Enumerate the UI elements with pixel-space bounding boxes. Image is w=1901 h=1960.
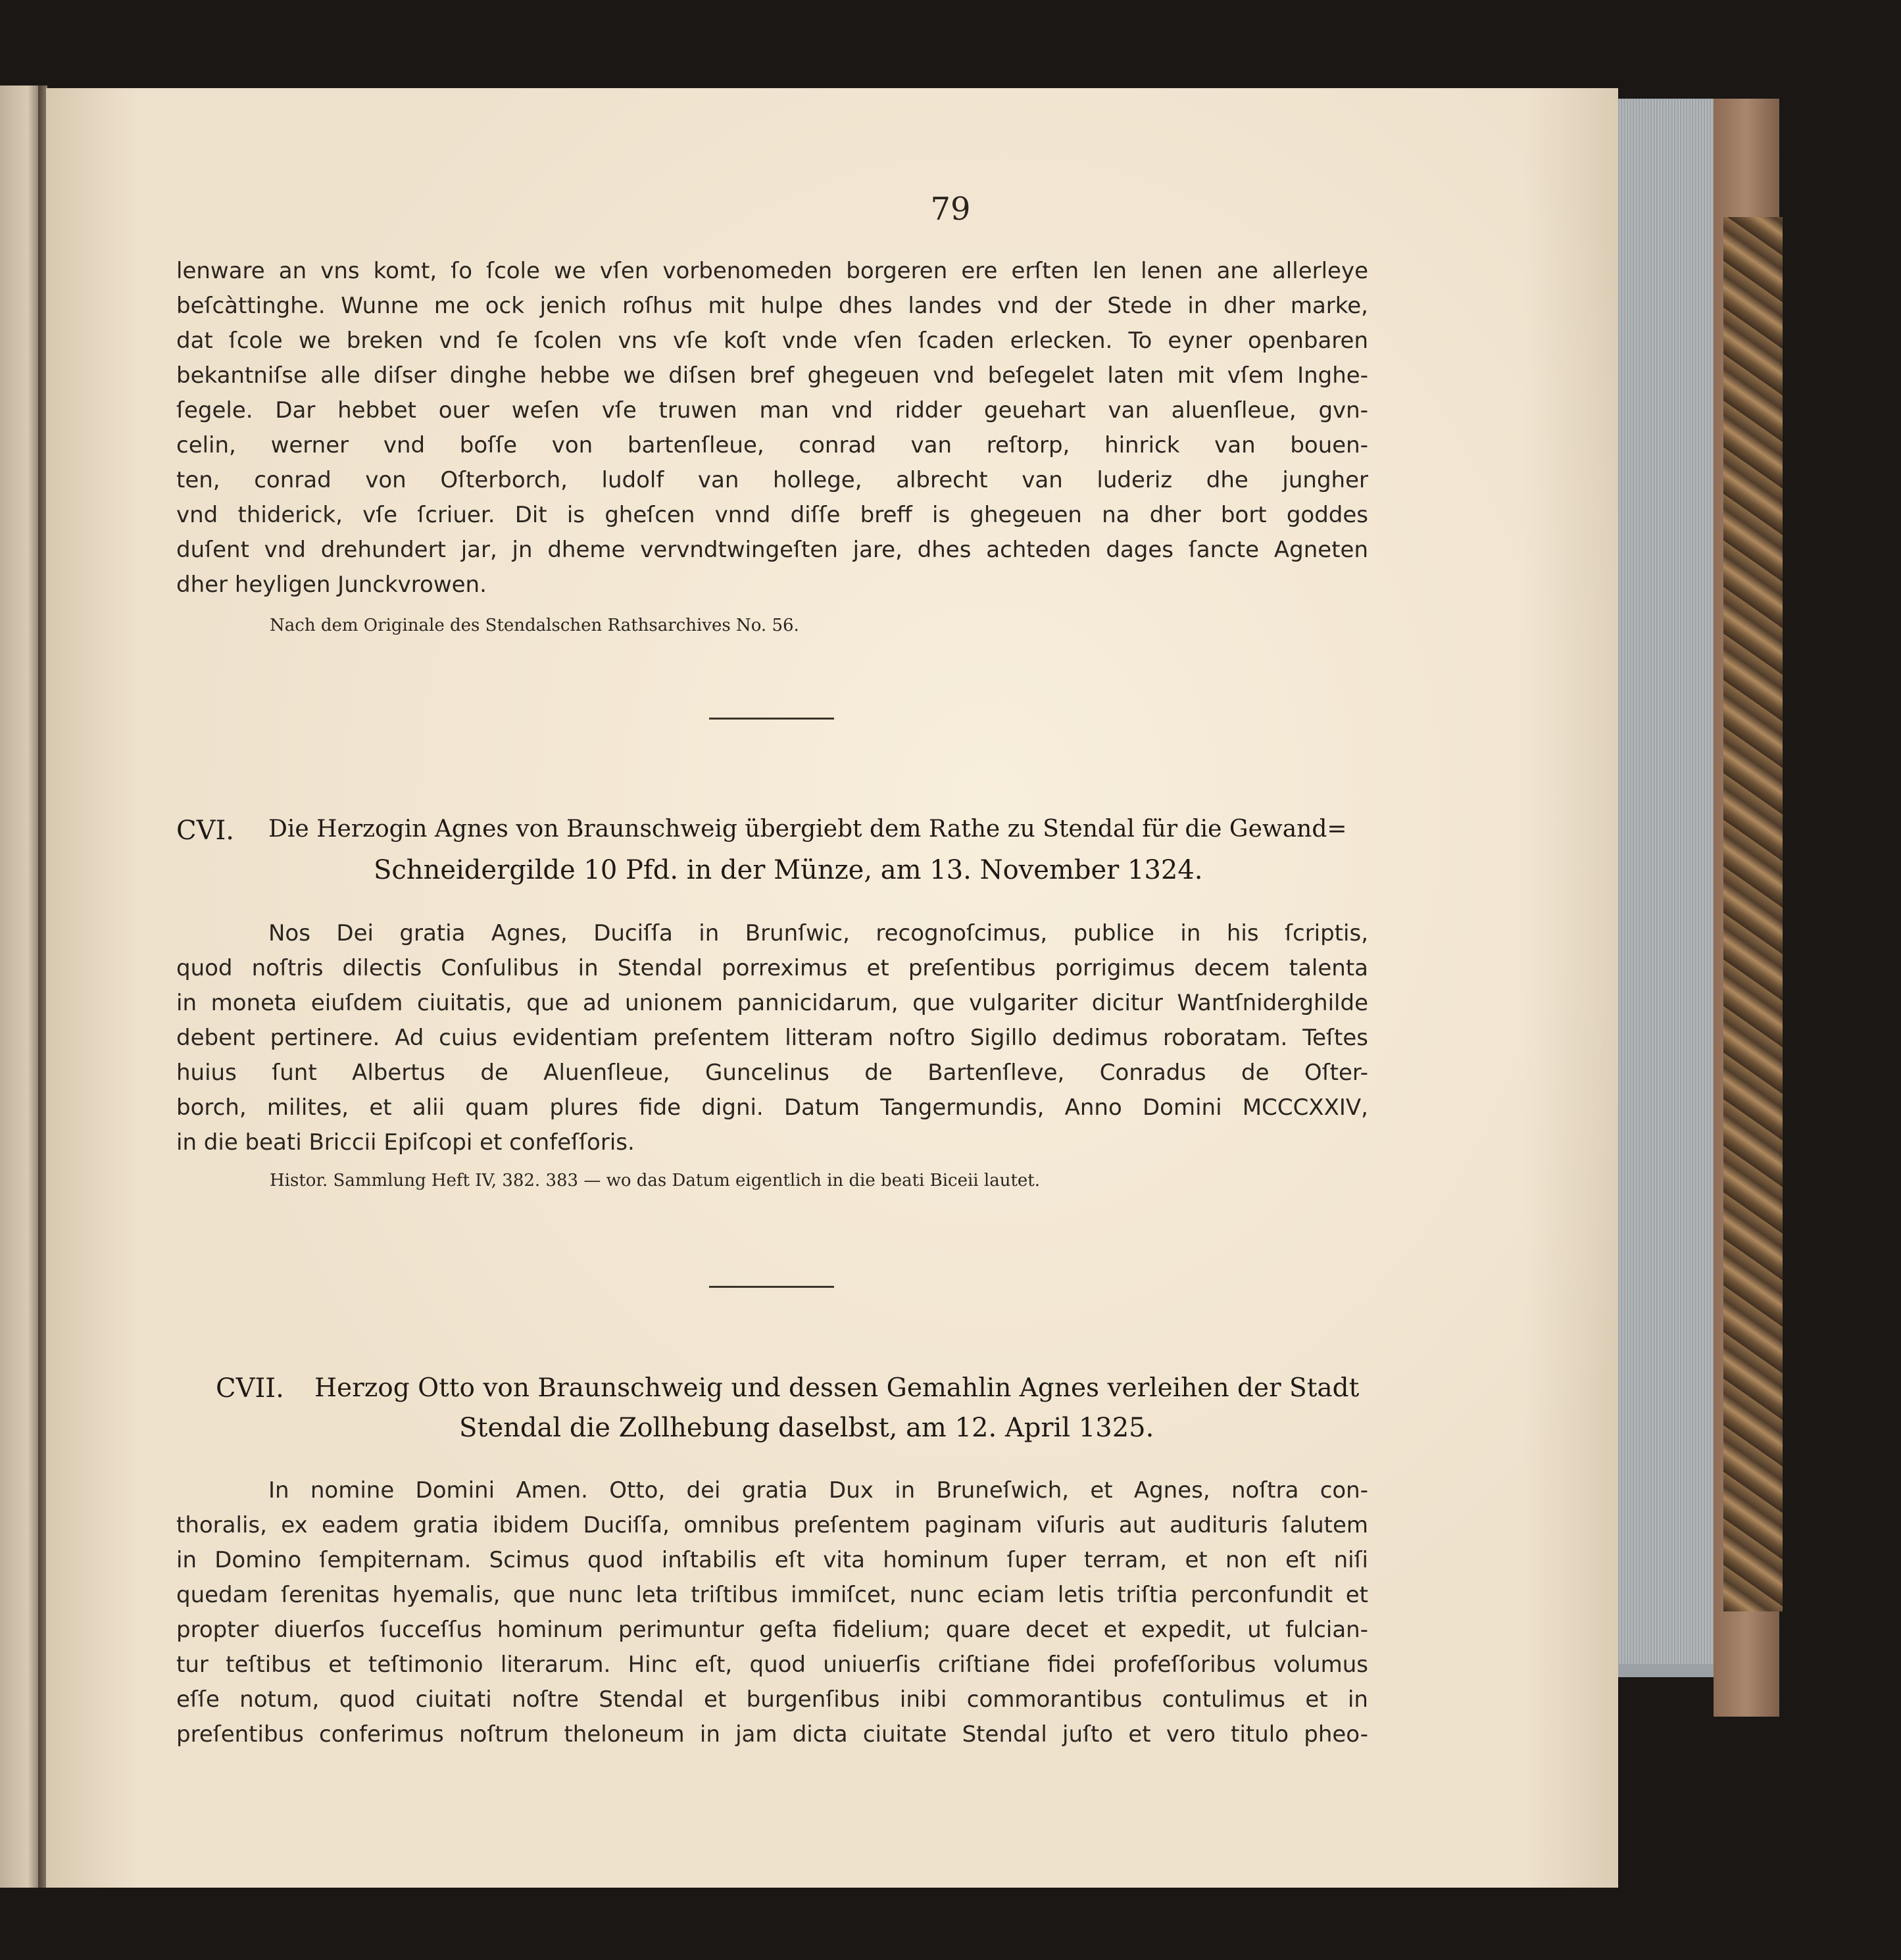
text-line: duſent vnd drehundert jar, jn dheme vervndtwingeſten jare, dhes achteden dages ſancte Agneten <box>176 537 1368 563</box>
page-number: 79 <box>930 191 971 228</box>
left-page-edge <box>0 86 39 1888</box>
document-number: CVI. <box>176 816 235 846</box>
text-line: propter diuerſos ſucceſſus hominum perimuntur geſta fidelium; quare decet et expedit, ut fulcian- <box>176 1617 1368 1643</box>
text-line: huius ſunt Albertus de Aluenſleue, Guncelinus de Bartenſleve, Conradus de Oſter- <box>176 1060 1368 1086</box>
document-text-cvii <box>176 1473 1368 1752</box>
section-divider <box>709 1286 834 1288</box>
marbled-cover-paper <box>1723 217 1783 1611</box>
text-line: preſentibus conferimus noſtrum theloneum in jam dicta ciuitate Stendal juſto et vero titulo pheo- <box>176 1721 1368 1748</box>
document-number: CVII. <box>216 1373 284 1404</box>
text-line: vnd thiderick, vſe ſcriuer. Dit is gheſcen vnnd diſſe breff is ghegeuen na dher bort goddes <box>176 502 1368 528</box>
text-line: eſſe notum, quod ciuitati noſtre Stendal et burgenſibus inibi commorantibus contulimus et in <box>176 1686 1368 1713</box>
document-heading-cvii <box>216 1373 1368 1452</box>
text-line: borch, milites, et alii quam plures fide digni. Datum Tangermundis, Anno Domini MCCCXXIV, <box>176 1094 1368 1121</box>
text-line: dat ſcole we breken vnd ſe ſcolen vns vſe koſt vnde vſen ſcaden erlecken. To eyner openbaren <box>176 328 1368 354</box>
text-line: beſcàttinghe. Wunne me ock jenich roſhus mit hulpe dhes landes vnd der Stede in dher marke, <box>176 293 1368 319</box>
text-line: tur teſtibus et teſtimonio literarum. Hinc eſt, quod uniuerſis criſtiane fidei profeſſoribus volumus <box>176 1652 1368 1678</box>
page-block-bottom <box>1615 1664 1714 1677</box>
text-line: quedam ſerenitas hyemalis, que nunc leta triſtibus immiſcet, nunc eciam letis triſtia perconfundit et <box>176 1582 1368 1608</box>
text-line: In nomine Domini Amen. Otto, dei gratia Dux in Bruneſwich, et Agnes, noſtra con- <box>268 1477 1368 1504</box>
heading-title-line: Die Herzogin Agnes von Braunschweig übergiebt dem Rathe zu Stendal für die Gewand= <box>268 816 1347 843</box>
text-line: dher heyligen Junckvrowen. <box>176 572 487 598</box>
heading-title-line: Stendal die Zollhebung daselbst, am 12. April 1325. <box>459 1413 1154 1443</box>
source-note: Nach dem Originale des Stendalschen Rathsarchives No. 56. <box>270 616 799 635</box>
source-note: Histor. Sammlung Heft IV, 382. 383 — wo das Datum eigentlich in die beati Biceii lautet. <box>270 1171 1040 1190</box>
text-line: in Domino ſempiternam. Scimus quod inſtabilis eſt vita hominum ſuper terram, et non eſt niſi <box>176 1547 1368 1573</box>
heading-title-line: Herzog Otto von Braunschweig und dessen Gemahlin Agnes verleihen der Stadt <box>314 1373 1360 1403</box>
heading-title-line: Schneidergilde 10 Pfd. in der Münze, am 13. November 1324. <box>374 855 1203 885</box>
page-block-edges <box>1615 99 1714 1664</box>
text-line: ſegele. Dar hebbet ouer weſen vſe truwen man vnd ridder geuehart van aluenſleue, gvn- <box>176 397 1368 424</box>
text-line: in die beati Briccii Epiſcopi et confeſſoris. <box>176 1129 635 1156</box>
continuation-text <box>176 254 1368 602</box>
text-line: ten, conrad von Oſterborch, ludolf van hollege, albrecht van luderiz dhe jungher <box>176 467 1368 493</box>
text-line: celin, werner vnd boſſe von bartenſleue, conrad van reſtorp, hinrick van bouen- <box>176 432 1368 458</box>
text-line: thoralis, ex eadem gratia ibidem Duciſſa, omnibus preſentem paginam viſuris aut audituris ſalutem <box>176 1512 1368 1538</box>
text-line: bekantniſse alle diſser dinghe hebbe we diſsen bref ghegeuen vnd beſegelet laten mit vſem Inghe- <box>176 362 1368 389</box>
document-text-cvi <box>176 916 1368 1160</box>
document-heading-cvi <box>176 816 1368 894</box>
text-line: quod noſtris dilectis Conſulibus in Stendal porreximus et preſentibus porrigimus decem talenta <box>176 955 1368 981</box>
text-line: debent pertinere. Ad cuius evidentiam preſentem litteram noſtro Sigillo dedimus roboratam. Teſtes <box>176 1025 1368 1051</box>
section-divider <box>709 718 834 720</box>
text-line: lenware an vns komt, ſo ſcole we vſen vorbenomeden borgeren ere erſten len lenen ane allerleye <box>176 258 1368 284</box>
text-line: in moneta eiuſdem ciuitatis, que ad unionem pannicidarum, que vulgariter dicitur Wantſniderghilde <box>176 990 1368 1016</box>
text-line: Nos Dei gratia Agnes, Duciſſa in Brunſwic, recognoſcimus, publice in his ſcriptis, <box>268 920 1368 946</box>
